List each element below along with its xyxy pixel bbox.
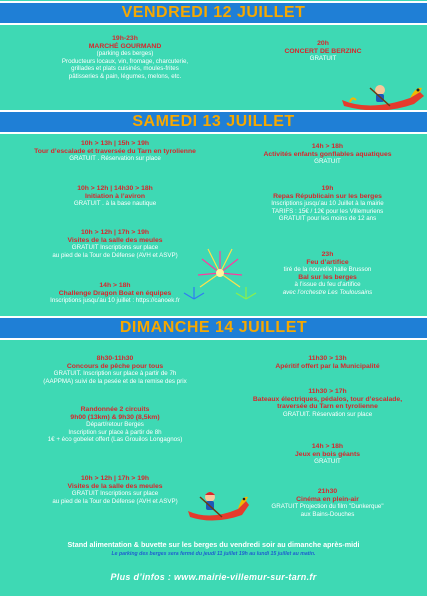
saturday-event-6 bbox=[235, 185, 420, 223]
event-name: Initiation à l’aviron bbox=[84, 192, 146, 200]
dragon-boat-icon bbox=[340, 78, 426, 114]
event-desc: (AAPPMA) suivi de la pesée et de la remise des prix bbox=[43, 377, 187, 385]
event-desc: GRATUIT . Réservation sur place bbox=[69, 155, 161, 163]
sunday-event-7 bbox=[235, 488, 420, 518]
event-desc: Inscription sur place à partir de 8h bbox=[68, 428, 162, 436]
dragon-boat-icon bbox=[186, 485, 250, 525]
event-desc: Départ/retour Berges bbox=[86, 421, 144, 429]
event-desc: tiré de la nouvelle halle Brusson bbox=[283, 266, 372, 274]
event-desc: pâtisseries & pain, légumes, melons, etc. bbox=[68, 72, 182, 80]
event-sub: (parking des berges) bbox=[96, 50, 154, 58]
event-name: CONCERT DE BERZINC bbox=[284, 47, 362, 55]
friday-title: VENDREDI 12 JUILLET bbox=[121, 4, 306, 21]
event-desc: GRATUIT bbox=[314, 458, 341, 466]
event-time: 10h > 12h | 14h30 > 18h bbox=[77, 185, 153, 192]
event-name: Feu d’artifice bbox=[306, 258, 349, 266]
event-name: MARCHÉ GOURMAND bbox=[88, 42, 162, 50]
event-desc: avec l’orchestre Les Toulousains bbox=[282, 288, 373, 296]
event-time: 11h30 > 13h bbox=[308, 355, 347, 362]
event-desc: au pied de la Tour de Défense (AVH et ASVP) bbox=[52, 497, 178, 505]
sunday-event-6 bbox=[235, 443, 420, 466]
event-desc: GRATUIT . à la base nautique bbox=[73, 200, 157, 208]
event-name: Repas Républicain sur les berges bbox=[273, 192, 382, 200]
event-desc: GRATUIT Inscriptions sur place bbox=[71, 490, 159, 498]
friday-event-concert bbox=[248, 40, 398, 63]
event-desc: GRATUIT. Réservation sur place bbox=[282, 410, 373, 418]
event-desc: à l’issue du feu d’artifice bbox=[294, 281, 361, 289]
saturday-event-1 bbox=[10, 140, 220, 163]
sunday-event-4 bbox=[235, 355, 420, 370]
parking-notice: Le parking des berges sera fermé du jeudi 11 juillet 19h au lundi 15 juillet au matin. bbox=[111, 551, 316, 557]
saturday-event-2 bbox=[10, 185, 220, 208]
event-time: 14h > 18h bbox=[99, 282, 131, 289]
stands-notice: Stand alimentation & buvette sur les berges du vendredi soir au dimanche après-midi bbox=[67, 540, 360, 549]
event-name: Bal sur les berges bbox=[298, 273, 357, 281]
sunday-event-5 bbox=[235, 388, 420, 418]
event-desc: 1€ + éco gobelet offert (Las Grouilos Longagnos) bbox=[47, 436, 183, 444]
event-desc: GRATUIT. Inscription sur place à partir de 7h bbox=[53, 370, 177, 378]
sunday-event-1 bbox=[10, 355, 220, 385]
event-name: 9h00 (13km) & 9h30 (8,5km) bbox=[70, 413, 160, 421]
event-time: 23h bbox=[321, 251, 334, 258]
event-time: 19h bbox=[321, 185, 334, 192]
event-time: 10h > 12h | 17h > 19h bbox=[80, 229, 150, 236]
event-name: Activités enfants gonflables aquatiques bbox=[263, 150, 392, 158]
event-desc: Inscriptions jusqu’au 10 juillet : https://canoek.fr bbox=[50, 297, 180, 305]
event-name: Cinéma en plein-air bbox=[296, 495, 359, 503]
event-desc: grillades et plats cuisinés, moules-frites bbox=[71, 65, 179, 73]
event-time: 10h > 13h | 15h > 19h bbox=[80, 140, 150, 147]
sunday-title: DIMANCHE 14 JUILLET bbox=[119, 319, 308, 336]
event-desc: Producteurs locaux, vin, fromage, charcuterie, bbox=[61, 57, 189, 65]
event-name: Bateaux électriques, pédalos, tour d’escalade, bbox=[252, 395, 403, 403]
saturday-title: SAMEDI 13 JUILLET bbox=[132, 113, 295, 130]
event-desc: Inscriptions jusqu’au 10 Juillet à la mairie bbox=[271, 200, 384, 208]
event-desc: TARIFS : 15€ / 12€ pour les Villemuriens bbox=[271, 207, 384, 215]
event-time: 8h30-11h30 bbox=[96, 355, 134, 362]
sunday-banner bbox=[0, 316, 427, 340]
saturday-banner bbox=[0, 110, 427, 134]
event-desc: GRATUIT Inscriptions sur place bbox=[71, 244, 159, 252]
info-link[interactable]: Plus d’infos : www.mairie-villemur-sur-tarn.fr bbox=[110, 572, 317, 582]
event-desc: au pied de la Tour de Défense (AVH et ASVP) bbox=[52, 251, 178, 259]
saturday-event-5 bbox=[235, 143, 420, 166]
event-name: traversée du Tarn en tyrolienne bbox=[277, 403, 378, 411]
event-name: Visites de la salle des meules bbox=[67, 482, 163, 490]
event-name: Apéritif offert par la Municipalité bbox=[275, 362, 380, 370]
friday-event-market bbox=[40, 35, 210, 81]
event-time: 20h bbox=[317, 40, 329, 47]
event-name: Concours de pêche pour tous bbox=[66, 362, 164, 370]
event-desc: aux Bains-Douches bbox=[300, 510, 355, 518]
event-desc: GRATUIT bbox=[314, 158, 341, 166]
event-name: Challenge Dragon Boat en équipes bbox=[58, 289, 172, 297]
event-time: 19h-23h bbox=[112, 35, 138, 42]
sunday-event-2 bbox=[10, 406, 220, 444]
event-desc: GRATUIT pour les moins de 12 ans bbox=[278, 215, 377, 223]
event-time: 10h > 12h | 17h > 19h bbox=[80, 475, 150, 482]
friday-banner bbox=[0, 1, 427, 25]
event-name: Visites de la salle des meules bbox=[67, 236, 163, 244]
event-time: 14h > 18h bbox=[311, 143, 344, 150]
event-time: Randonnée 2 circuits bbox=[80, 406, 150, 413]
event-time: 21h30 bbox=[317, 488, 338, 495]
event-time: 14h > 18h bbox=[311, 443, 344, 450]
event-desc: GRATUIT Projection du film "Dunkerque" bbox=[271, 503, 384, 511]
event-desc: GRATUIT bbox=[309, 55, 337, 63]
event-time: 11h30 > 17h bbox=[308, 388, 347, 395]
saturday-event-7 bbox=[235, 251, 420, 297]
fireworks-icon bbox=[180, 243, 260, 313]
event-name: Tour d’escalade et traversée du Tarn en tyrolienne bbox=[34, 147, 196, 155]
event-name: Jeux en bois géants bbox=[295, 450, 360, 458]
